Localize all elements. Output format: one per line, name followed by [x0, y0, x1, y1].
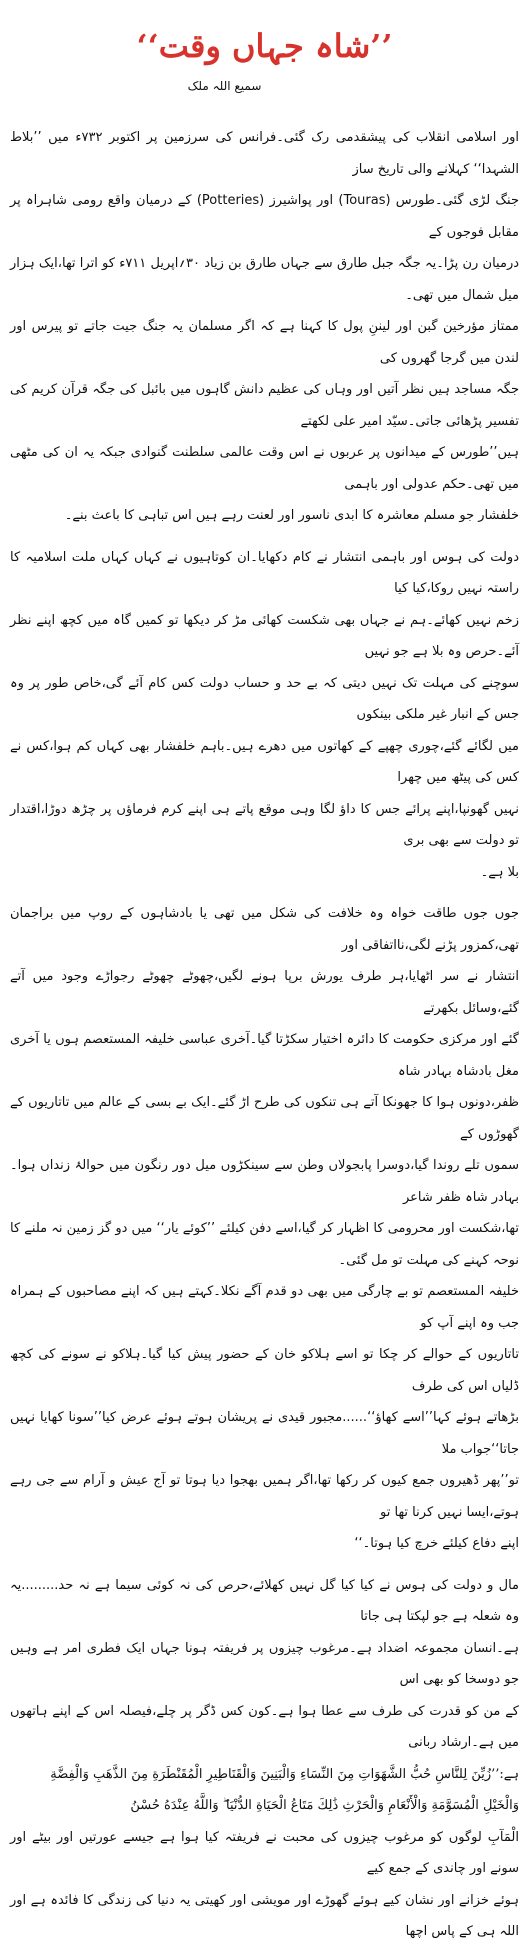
text-line: جوں جوں طاقت خواہ وہ خلافت کی شکل میں تھی یا بادشاہوں کے روپ میں براجمان تھی،کمزور پڑنے لگی،نااتفاقی اور: [10, 906, 519, 953]
text-line: ہوئے خزانے اور نشان کیے ہوئے گھوڑے اور مویشی اور کھیتی یہ دنیا کی زندگی کا فائدہ ہے اور اللہ ہی کے پاس اچھا: [10, 1892, 519, 1939]
paragraph-1: [10, 122, 519, 532]
text-line: اپنے دفاع کیلئے خرچ کیا ہوتا۔‘‘: [354, 1536, 519, 1551]
text-line: الْمَآبِ لوگوں کو مرغوب چیزوں کی محبت نے فریفتہ کیا ہوا ہے جیسے عورتیں اور بیٹے اور سونے اور چاندی کے جمع کیے: [10, 1829, 519, 1876]
text-line: سوچنے کی مہلت تک نہیں دیتی کہ بے حد و حساب دولت کس کام آئے گی،خاص طور پر وہ جس کے انبار غیر ملکی بینکوں: [10, 675, 519, 722]
text-line: دولت کی ہوس اور باہمی انتشار نے کام دکھایا۔ان کوتاہیوں نے کہاں کہاں ملت اسلامیہ کا راستہ نہیں روکا،کیا کیا: [10, 549, 519, 596]
text-line: انتشار نے سر اٹھایا،ہر طرف یورش برپا ہونے لگیں،چھوٹے چھوٹے رجواڑے وجود میں آتے گئے،وسائل بکھرتے: [10, 969, 519, 1016]
text-line: بڑھاتے ہوئے کہا’’اسے کھاؤ‘‘......مجبور قیدی نے پریشان ہوتے ہوئے عرض کیا’’سونا کھایا نہیں جاتا‘‘جواب ملا: [10, 1410, 519, 1457]
text-line: تھا،شکست اور محرومی کا اظہار کر گیا،اسے دفن کیلئے ’’کوئے یار‘‘ میں دو گز زمین نہ ملنے کا نوحہ کہنے کی مہلت تو مل گئی۔: [10, 1221, 519, 1268]
text-line: نہیں گھونپا،اپنے پرائے جس کا داؤ لگا وہی موقع پاتے ہی اپنے کرم فرماؤں پر چڑھ دوڑا،اقتدار تو دولت سے بھی بری: [10, 801, 519, 848]
article-title: ’’شاہ جہاں وقت‘‘: [136, 27, 393, 65]
text-line: ظفر،دونوں ہوا کا جھونکا آتے ہی تنکوں کی طرح اڑ گئے۔ایک بے بسی کے عالم میں تاتاریوں کے گھوڑوں کے: [10, 1095, 519, 1142]
author-byline: [10, 76, 519, 96]
paragraph-2: [10, 542, 519, 889]
text-line: کے من کو قدرت کی طرف سے عطا ہوا ہے۔کون کس ڈگر پر چلے،فیصلہ اس کے اپنے ہاتھوں میں ہے۔ارشاد ربانی: [10, 1703, 519, 1750]
text-line: ممتاز مؤرخین گبن اور لیننِ پول کا کہنا ہے کہ اگر مسلمان یہ جنگ جیت جاتے تو پیرس اور لندن میں گرجا گھروں کی: [10, 319, 519, 366]
text-line: خلفشار جو مسلم معاشرہ کا ابدی ناسور اور لعنت رہے ہیں اس تباہی کا باعث بنے۔: [64, 508, 519, 523]
text-line: ہیں’’طورس کے میدانوں پر عربوں نے اس وقت عالمی سلطنت گنوادی جبکہ یہ ان کی مٹھی میں تھی۔حکم عدولی اور باہمی: [10, 445, 519, 492]
text-line: تاتاریوں کے حوالے کر چکا تو اسے ہلاکو خان کے حضور پیش کیا گیا۔ہلاکو نے سونے کی کچھ ڈلیاں اس کی طرف: [10, 1347, 519, 1394]
text-line: خلیفہ المستعصم تو بے چارگی میں بھی دو قدم آگے نکلا۔کہتے ہیں کہ اپنے مصاحبوں کے ہمراہ جب وہ اپنے آپ کو: [10, 1284, 519, 1331]
text-line: درمیان رن پڑا۔یہ جگہ جبل طارق سے جہاں طارق بن زیاد ۳۰؍اپریل ۷۱۱ء کو اترا تھا،ایک ہزار میل شمال میں تھی۔: [10, 256, 520, 303]
text-line: زخم نہیں کھائے۔ہم نے جہاں بھی شکست کھائی مڑ کر دیکھا تو کمیں گاہ میں کچھ اپنے نظر آئے۔حرص وہ بلا ہے جو نہیں: [10, 612, 519, 659]
text-line: مال و دولت کی ہوس نے کیا کیا گل نہیں کھلائے،حرص کی نہ کوئی سیما ہے نہ حد.........یہ وہ شعلہ ہے جو لپکتا ہی جاتا: [10, 1577, 519, 1624]
text-line: ہے۔انسان مجموعہ اضداد ہے۔مرغوب چیزوں پر فریفتہ ہونا جہاں ایک فطری امر ہے وہیں جو دوسخا کو بھی اس: [10, 1640, 519, 1687]
quran-verse-line: ہے:’’زُيِّنَ لِلنَّاسِ حُبُّ الشَّهَوَاتِ مِنَ النِّسَاءِ وَالْبَنِينَ وَالْقَنَاطِيرِ الْمُقَنْطَرَةِ مِنَ الذَّهَبِ وَالْفِضَّةِ: [50, 1766, 519, 1782]
text-line: اور اسلامی انقلاب کی پیشقدمی رک گئی۔فرانس کی سرزمین پر اکتوبر ۷۳۲ء میں ’’بلاط الشہدا‘‘ کہلانے والی تاریخ ساز: [10, 130, 520, 177]
text-line: گئے اور مرکزی حکومت کا دائرہ اختیار سکڑتا گیا۔آخری عباسی خلیفہ المستعصم ہوں یا آخری مغل بادشاہ بہادر شاہ: [10, 1032, 519, 1079]
text-line: بلا ہے۔: [480, 864, 519, 880]
quran-verse-line: وَالْخَيْلِ الْمُسَوَّمَةِ وَالْأَنْعَامِ وَالْحَرْثِ ذَٰلِكَ مَتَاعُ الْحَيَاةِ الدُّنْيَا ۖ وَاللَّهُ عِنْدَهُ حُسْنُ: [130, 1798, 519, 1813]
text-line: جنگ لڑی گئی۔طورس (Touras) اور پواشیرز (Potteries) کے درمیان واقع رومی شاہراہ پر مقابل فوجوں کے: [10, 193, 519, 240]
text-line: تو’’پھر ڈھیروں جمع کیوں کر رکھا تھا،اگر ہمیں بھجوا دیا ہوتا تو آج عیش و آرام سے جی رہے ہوتے،ایسا نہیں کرنا تھا تو: [10, 1473, 519, 1520]
text-line: سموں تلے روندا گیا،دوسرا پابجولاں وطن سے سینکڑوں میل دور رنگون میں حوالۂ زنداں ہوا۔بہادر شاہ ظفر شاعر: [10, 1158, 519, 1205]
author-name: سمیع اللہ ملک: [187, 79, 262, 93]
text-line: جگہ مساجد ہیں نظر آتیں اور وہاں کی عظیم دانش گاہوں میں بائبل کی جگہ قرآن کریم کی تفسیر پڑھائی جاتی۔سیّد امیر علی لکھتے: [10, 382, 519, 429]
paragraph-3: [10, 898, 519, 1560]
paragraph-4: [10, 1570, 519, 1948]
text-line: میں لگائے گئے،چوری چھپے کے کھاتوں میں دھرے ہیں۔باہم خلفشار بھی کہاں کم ہوا،کس نے کس کی پیٹھ میں چھرا: [10, 738, 519, 785]
